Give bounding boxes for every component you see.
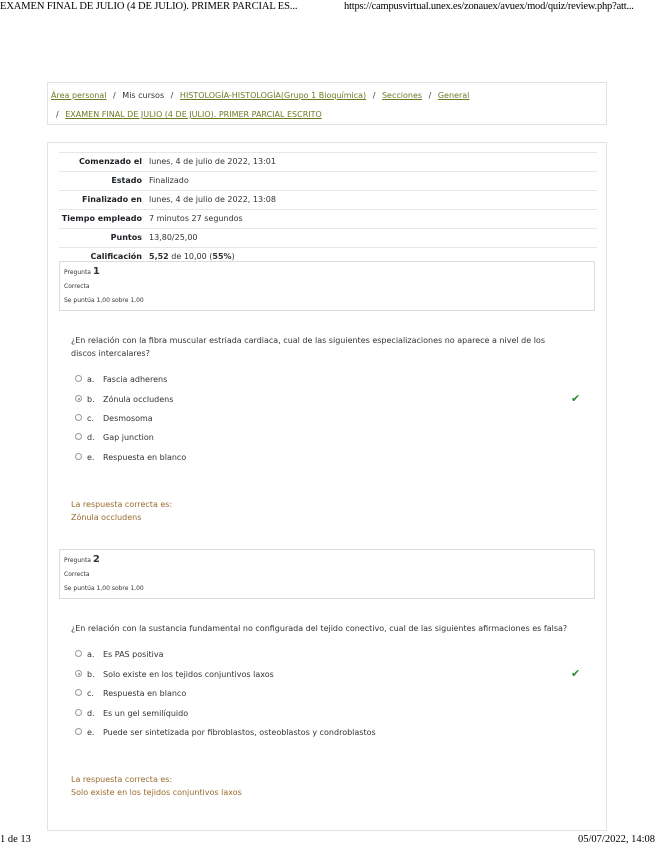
question-state: Correcta: [64, 283, 90, 290]
print-header: [0, 0, 655, 16]
answer-option[interactable]: [75, 650, 164, 663]
option-text: Respuesta en blanco: [103, 689, 187, 698]
radio-icon[interactable]: [75, 395, 82, 402]
question-grade: Se puntúa 1,00 sobre 1,00: [64, 297, 144, 304]
right-answer-label: La respuesta correcta es:: [71, 775, 173, 784]
option-letter: d.: [87, 709, 95, 718]
summary-value: lunes, 4 de julio de 2022, 13:08: [149, 195, 276, 204]
breadcrumb-separator: /: [113, 91, 116, 100]
option-text: Es un gel semilíquido: [103, 709, 189, 718]
breadcrumb-separator: /: [56, 110, 59, 119]
answer-option[interactable]: [75, 414, 153, 427]
option-letter: b.: [87, 670, 95, 679]
option-text: Respuesta en blanco: [103, 453, 187, 462]
answer-option[interactable]: [75, 689, 186, 702]
question-grade: Se puntúa 1,00 sobre 1,00: [64, 585, 144, 592]
print-datetime: 05/07/2022, 14:08: [577, 834, 655, 845]
option-text: Puede ser sintetizada por fibroblastos, osteoblastos y condroblastos: [103, 728, 376, 737]
summary-value: lunes, 4 de julio de 2022, 13:01: [149, 157, 276, 166]
answer-option-selected[interactable]: [75, 395, 173, 408]
question-text: ¿En relación con la sustancia fundamental no configurada del tejido conectivo, cual de las siguientes afirmaciones es falsa?: [71, 624, 568, 633]
breadcrumb-course[interactable]: HISTOLOGÍA-HISTOLOGÍA(Grupo 1 Bioquímica): [179, 91, 367, 100]
option-text: Desmosoma: [103, 414, 153, 423]
summary-row-started: [59, 152, 597, 171]
breadcrumb-secciones[interactable]: Secciones: [381, 91, 423, 100]
question-label: Pregunta: [64, 269, 91, 276]
question-label: Pregunta: [64, 557, 91, 564]
option-letter: b.: [87, 395, 95, 404]
answer-option[interactable]: [75, 375, 167, 388]
option-text: Gap junction: [103, 433, 154, 442]
right-answer-label: La respuesta correcta es:: [71, 500, 173, 509]
grade-value: 5,52: [149, 252, 169, 261]
summary-row-points: [59, 228, 597, 247]
option-text: Es PAS positiva: [103, 650, 164, 659]
option-letter: c.: [87, 414, 94, 423]
radio-icon[interactable]: [75, 433, 82, 440]
attempt-summary-table: [59, 152, 597, 266]
radio-icon[interactable]: [75, 650, 82, 657]
breadcrumb-general[interactable]: General: [437, 91, 470, 100]
question-state: Correcta: [64, 571, 90, 578]
question-info-2: [59, 549, 595, 599]
question-number: [64, 266, 100, 277]
option-text: Zónula occludens: [103, 395, 174, 404]
option-letter: e.: [87, 453, 95, 462]
summary-label: Tiempo empleado: [61, 214, 142, 223]
summary-label: Comenzado el: [78, 157, 142, 166]
grade-close: ): [231, 252, 235, 261]
option-text: Fascia adherens: [103, 375, 168, 384]
answer-option[interactable]: [75, 453, 186, 466]
print-footer: [0, 834, 655, 848]
option-letter: d.: [87, 433, 95, 442]
answer-option-selected[interactable]: [75, 670, 274, 683]
summary-row-time-taken: [59, 209, 597, 228]
breadcrumb-separator: /: [170, 91, 174, 100]
breadcrumb-separator: /: [372, 91, 376, 100]
answer-option[interactable]: [75, 728, 376, 741]
breadcrumb-mis-cursos: Mis cursos: [122, 91, 165, 100]
right-answer: Solo existe en los tejidos conjuntivos laxos: [71, 788, 242, 797]
option-letter: e.: [87, 728, 95, 737]
page-number: 1 de 13: [0, 834, 31, 845]
option-letter: c.: [87, 689, 94, 698]
breadcrumb: [47, 82, 607, 125]
radio-icon[interactable]: [75, 689, 82, 696]
print-title: EXAMEN FINAL DE JULIO (4 DE JULIO). PRIMER PARCIAL ES...: [0, 1, 298, 12]
summary-value: Finalizado: [149, 176, 189, 185]
summary-value: 7 minutos 27 segundos: [149, 214, 243, 223]
option-letter: a.: [87, 650, 95, 659]
radio-icon[interactable]: [75, 728, 82, 735]
print-url: https://campusvirtual.unex.es/zonauex/avuex/mod/quiz/review.php?att...: [344, 1, 634, 12]
question-number: [64, 554, 100, 565]
grade-percent: 55%: [212, 252, 232, 261]
radio-icon[interactable]: [75, 453, 82, 460]
radio-icon[interactable]: [75, 375, 82, 382]
summary-label: Calificación: [90, 252, 142, 261]
radio-icon[interactable]: [75, 414, 82, 421]
question-number-value: 1: [92, 266, 100, 277]
summary-label: Puntos: [110, 233, 142, 242]
summary-row-finished: [59, 190, 597, 209]
breadcrumb-separator: /: [428, 91, 432, 100]
summary-label: Finalizado en: [82, 195, 142, 204]
grade-scale: de 10,00 (: [168, 252, 213, 261]
quiz-review-panel: [47, 142, 607, 831]
answer-option[interactable]: [75, 433, 154, 446]
summary-label: Estado: [111, 176, 142, 185]
radio-icon[interactable]: [75, 709, 82, 716]
question-text: ¿En relación con la fibra muscular estriada cardiaca, cual de las siguientes especializaciones no aparece a nivel de los discos intercalares?: [71, 336, 545, 358]
right-answer: Zónula occludens: [71, 513, 142, 522]
breadcrumb-area-personal[interactable]: Área personal: [51, 91, 107, 100]
check-icon: ✔: [571, 392, 581, 405]
radio-icon[interactable]: [75, 670, 82, 677]
question-number-value: 2: [92, 554, 100, 565]
check-icon: ✔: [571, 667, 581, 680]
option-text: Solo existe en los tejidos conjuntivos laxos: [103, 670, 274, 679]
breadcrumb-current-quiz[interactable]: EXAMEN FINAL DE JULIO (4 DE JULIO). PRIMER PARCIAL ESCRITO: [65, 110, 322, 119]
option-letter: a.: [87, 375, 95, 384]
answer-option[interactable]: [75, 709, 188, 722]
summary-value: 13,80/25,00: [149, 233, 198, 242]
question-info-1: [59, 261, 595, 311]
summary-row-state: [59, 171, 597, 190]
